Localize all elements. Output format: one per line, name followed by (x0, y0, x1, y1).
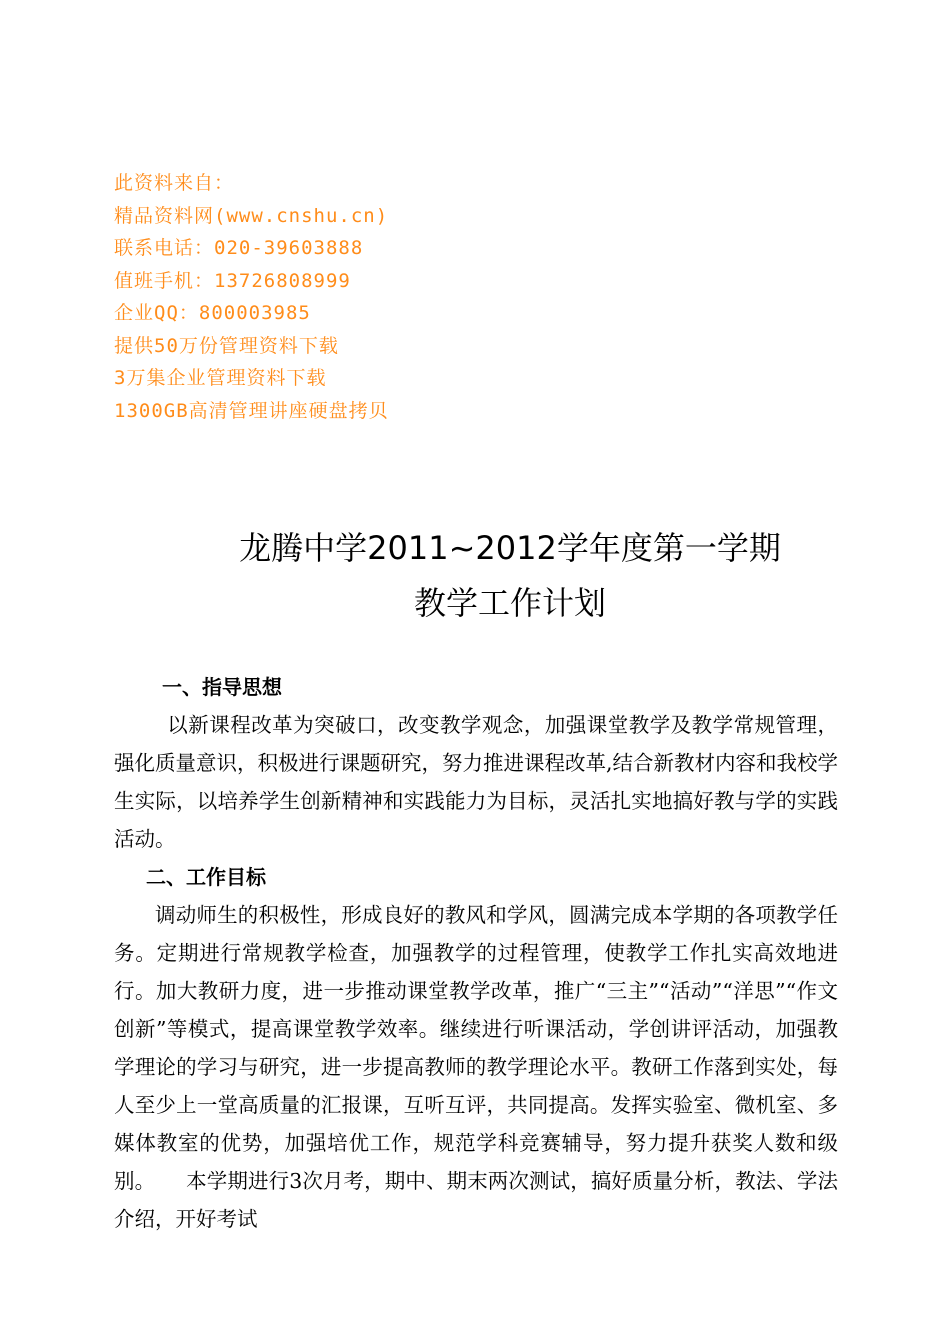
document-body (114, 668, 838, 1238)
ad-offer-3: 1300GB高清管理讲座硬盘拷贝 (114, 399, 389, 422)
ad-qq: 企业QQ：800003985 (114, 302, 311, 324)
ad-mobile: 值班手机：13726808999 (114, 269, 351, 292)
ad-offer-1: 提供50万份管理资料下载 (114, 334, 339, 357)
document-title: 龙腾中学2011~2012学年度第一学期 (239, 529, 781, 567)
section-paragraph-work-goals: 调动师生的积极性，形成良好的教风和学风，圆满完成本学期的各项教学任务。定期进行常规教学检查，加强教学的过程管理，使教学工作扎实高效地进行。加大教研力度，进一步推动课堂教学改革，推广“三主”“活动”“洋思”“作文创新”等模式，提高课堂教学效率。继续进行听课活动，学创讲评活动，加强教学理论的学习与研究，进一步提高教师的教学理论水平。教研工作落到实处，每人至少上一堂高质量的汇报课，互听互评，共同提高。发挥实验室、微机室、多媒体教室的优势，加强培优工作，规范学科竞赛辅导，努力提升获奖人数和级别。 本学期进行3次月考，期中、期末两次测试，搞好质量分析，教法、学法介绍，开好考试 (114, 903, 838, 1231)
section-heading-guiding-ideology: 一、指导思想 (162, 675, 282, 699)
ad-website: 精品资料网(www.cnshu.cn) (114, 204, 389, 227)
section-paragraph-guiding-ideology: 以新课程改革为突破口，改变教学观念，加强课堂教学及教学常规管理，强化质量意识，积极进行课题研究，努力推进课程改革,结合新教材内容和我校学生实际，以培养学生创新精神和实践能力为目标，灵活扎实地搞好教与学的实践活动。 (114, 713, 839, 851)
ad-block (114, 167, 389, 427)
section-heading-work-goals: 二、工作目标 (146, 865, 266, 889)
document-subtitle: 教学工作计划 (413, 584, 606, 622)
ad-source-label: 此资料来自： (114, 172, 235, 194)
ad-phone: 联系电话：020-39603888 (114, 237, 364, 259)
ad-offer-2: 3万集企业管理资料下载 (114, 367, 327, 389)
